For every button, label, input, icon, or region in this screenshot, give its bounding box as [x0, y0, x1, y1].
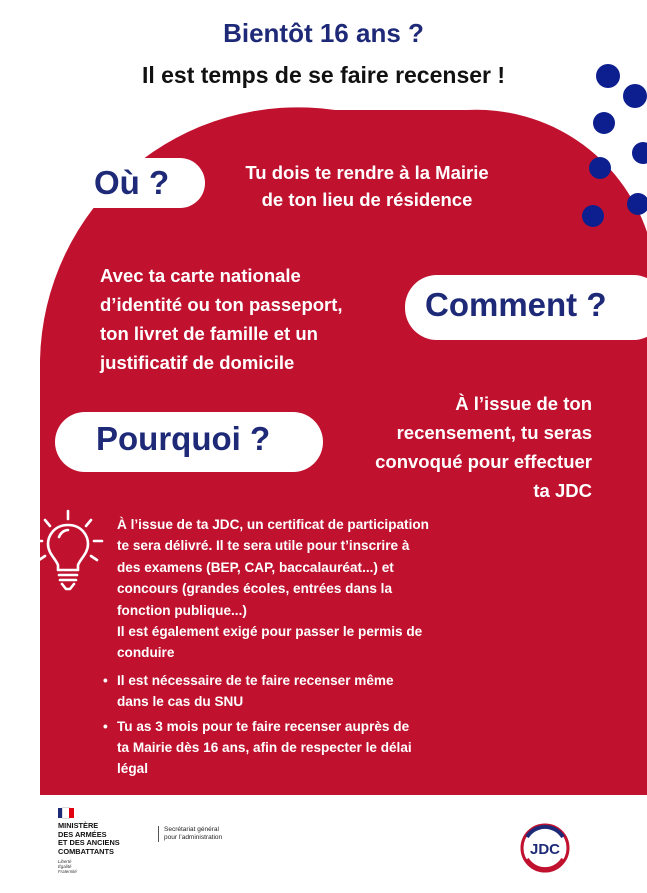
pourquoi-line: convoqué pour effectuer	[375, 451, 592, 472]
ministry-line: MINISTÈRE	[58, 821, 99, 830]
french-flag-icon	[58, 808, 74, 818]
bullet-line: légal	[117, 761, 148, 777]
lightbulb-icon	[30, 508, 106, 592]
info-line: fonction publique...)	[117, 602, 247, 618]
ministry-line: ET DES ANCIENS	[58, 838, 120, 848]
pourquoi-line: recensement, tu seras	[396, 422, 592, 443]
info-line: Il est également exigé pour passer le permis de	[117, 624, 423, 640]
info-line: des examens (BEP, CAP, baccalauréat...) et	[117, 559, 394, 575]
pourquoi-label: Pourquoi ?	[96, 420, 271, 457]
list-item	[117, 716, 477, 780]
bullet-line: • Tu as 3 mois pour te faire recenser auprès de	[117, 718, 410, 734]
pourquoi-line: À l’issue de ton	[455, 393, 592, 414]
devise-line: Fraternité	[58, 869, 77, 875]
info-line: concours (grandes écoles, entrées dans la	[117, 581, 393, 597]
devise	[58, 859, 158, 874]
comment-line: justificatif de domicile	[100, 352, 295, 373]
ou-text	[212, 159, 522, 213]
comment-line: Avec ta carte nationale	[100, 265, 301, 286]
page-title: Bientôt 16 ans ?	[223, 18, 424, 48]
ministry-logo	[58, 808, 158, 880]
ou-label: Où ?	[94, 164, 170, 201]
ministry-line: COMBATTANTS	[58, 846, 114, 856]
devise-line: Égalité	[58, 864, 72, 870]
comment-line: ton livret de famille et un	[100, 323, 318, 344]
secretariat-line: Secrétariat général	[164, 826, 219, 833]
ou-line: Tu dois te rendre à la Mairie	[245, 162, 489, 183]
info-line: conduire	[117, 645, 175, 661]
info-line: te sera délivré. Il te sera utile pour t’inscrire à	[117, 538, 410, 554]
info-line: À l’issue de ta JDC, un certificat de participation	[117, 517, 429, 532]
info-bullets	[117, 670, 477, 780]
bullet-line: • Il est nécessaire de te faire recenser même	[117, 672, 394, 688]
jdc-logo	[520, 823, 570, 873]
info-paragraph	[117, 514, 477, 664]
info-block	[117, 514, 477, 783]
comment-label: Comment ?	[425, 286, 607, 323]
page-subtitle: Il est temps de se faire recenser !	[141, 62, 506, 88]
ou-line: de ton lieu de résidence	[261, 189, 473, 210]
comment-text	[100, 261, 400, 377]
ministry-line: DES ARMÉES	[58, 829, 107, 839]
bullet-line: dans le cas du SNU	[117, 694, 244, 710]
secretariat-label	[158, 826, 222, 842]
jdc-logo-text: JDC	[529, 841, 561, 858]
bullet-line: ta Mairie dès 16 ans, afin de respecter le délai	[117, 740, 412, 756]
devise-line: Liberté	[58, 859, 72, 865]
pourquoi-line: ta JDC	[533, 480, 592, 501]
comment-line: d’identité ou ton passeport,	[100, 294, 343, 315]
pourquoi-text	[330, 389, 592, 505]
list-item	[117, 670, 477, 713]
secretariat-line: pour l’administration	[164, 834, 223, 841]
ministry-name	[58, 822, 158, 856]
